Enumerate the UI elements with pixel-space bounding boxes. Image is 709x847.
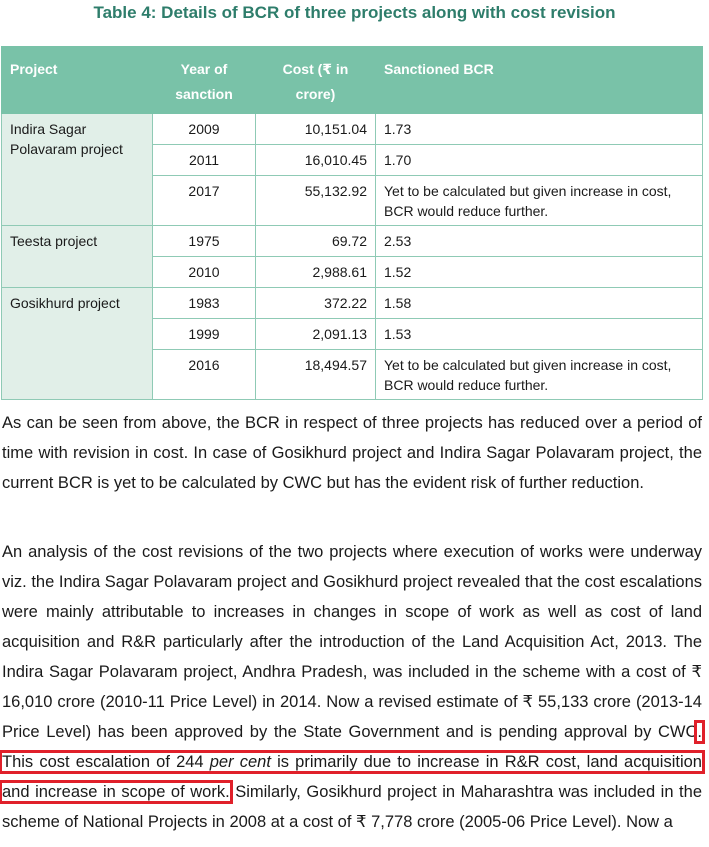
year-cell: 2010 — [153, 257, 256, 288]
header-cost: Cost (₹ in crore) — [256, 47, 376, 114]
table-header-row — [2, 47, 703, 114]
header-project: Project — [2, 47, 153, 114]
cost-cell: 16,010.45 — [256, 145, 376, 176]
paragraph-text: Similarly, Gosikhurd project in Maharashtra was included in the scheme of National Projects in 2008 at a cost of ₹ 7,778 crore (2005-06 Price Level). Now a — [2, 783, 702, 831]
table-row — [2, 288, 703, 319]
cost-cell: 2,988.61 — [256, 257, 376, 288]
project-cell: Gosikhurd project — [2, 288, 153, 400]
paragraph-bcr-reduction: As can be seen from above, the BCR in respect of three projects has reduced over a period of time with revision in cost. In case of Gosikhurd project and Indira Sagar Polavaram project, the current BCR is yet to be calculated by CWC but has the evident risk of further reduction. — [2, 414, 702, 492]
table-row — [2, 114, 703, 145]
cost-cell: 372.22 — [256, 288, 376, 319]
cost-cell: 55,132.92 — [256, 176, 376, 226]
year-cell: 2011 — [153, 145, 256, 176]
project-cell: Indira Sagar Polavaram project — [2, 114, 153, 226]
highlight-italic: per cent — [209, 753, 271, 771]
bcr-table — [1, 46, 703, 400]
paragraph-cost-analysis — [2, 537, 702, 837]
year-cell: 1975 — [153, 226, 256, 257]
cost-cell: 10,151.04 — [256, 114, 376, 145]
table-caption: Table 4: Details of BCR of three projects along with cost revision — [93, 3, 616, 22]
year-cell: 1999 — [153, 319, 256, 350]
header-year: Year of sanction — [153, 47, 256, 114]
highlight-text: . This cost escalation of 244 — [2, 723, 702, 771]
year-cell: 2009 — [153, 114, 256, 145]
table-row — [2, 226, 703, 257]
project-cell: Teesta project — [2, 226, 153, 288]
bcr-cell: 1.58 — [376, 288, 703, 319]
year-cell: 2017 — [153, 176, 256, 226]
cost-cell: 18,494.57 — [256, 350, 376, 400]
bcr-cell: Yet to be calculated but given increase in cost, BCR would reduce further. — [376, 350, 703, 400]
year-cell: 1983 — [153, 288, 256, 319]
year-cell: 2016 — [153, 350, 256, 400]
bcr-cell: 1.52 — [376, 257, 703, 288]
paragraph-text: An analysis of the cost revisions of the two projects where execution of works were underway viz. the Indira Sagar Polavaram project and Gosikhurd project revealed that the cost escalations were mainly attributable to increases in changes in scope of work as well as cost of land acquisition and R&R particularly after the introduction of the Land Acquisition Act, 2013. The Indira Sagar Polavaram project, Andhra Pradesh, was included in the scheme with a cost of ₹ 16,010 crore (2010-11 Price Level) in 2014. Now a revised estimate of ₹ 55,133 crore (2013-14 Price Level) has been approved by the State Government and is pending approval by CWC — [2, 543, 702, 741]
bcr-cell: 1.53 — [376, 319, 703, 350]
bcr-cell: Yet to be calculated but given increase in cost, BCR would reduce further. — [376, 176, 703, 226]
bcr-cell: 2.53 — [376, 226, 703, 257]
header-bcr: Sanctioned BCR — [376, 47, 703, 114]
bcr-cell: 1.70 — [376, 145, 703, 176]
cost-cell: 69.72 — [256, 226, 376, 257]
cost-cell: 2,091.13 — [256, 319, 376, 350]
highlight-text: is primarily due to increase in R&R cost, land acquisition and increase in scope of work. — [2, 753, 702, 801]
bcr-cell: 1.73 — [376, 114, 703, 145]
